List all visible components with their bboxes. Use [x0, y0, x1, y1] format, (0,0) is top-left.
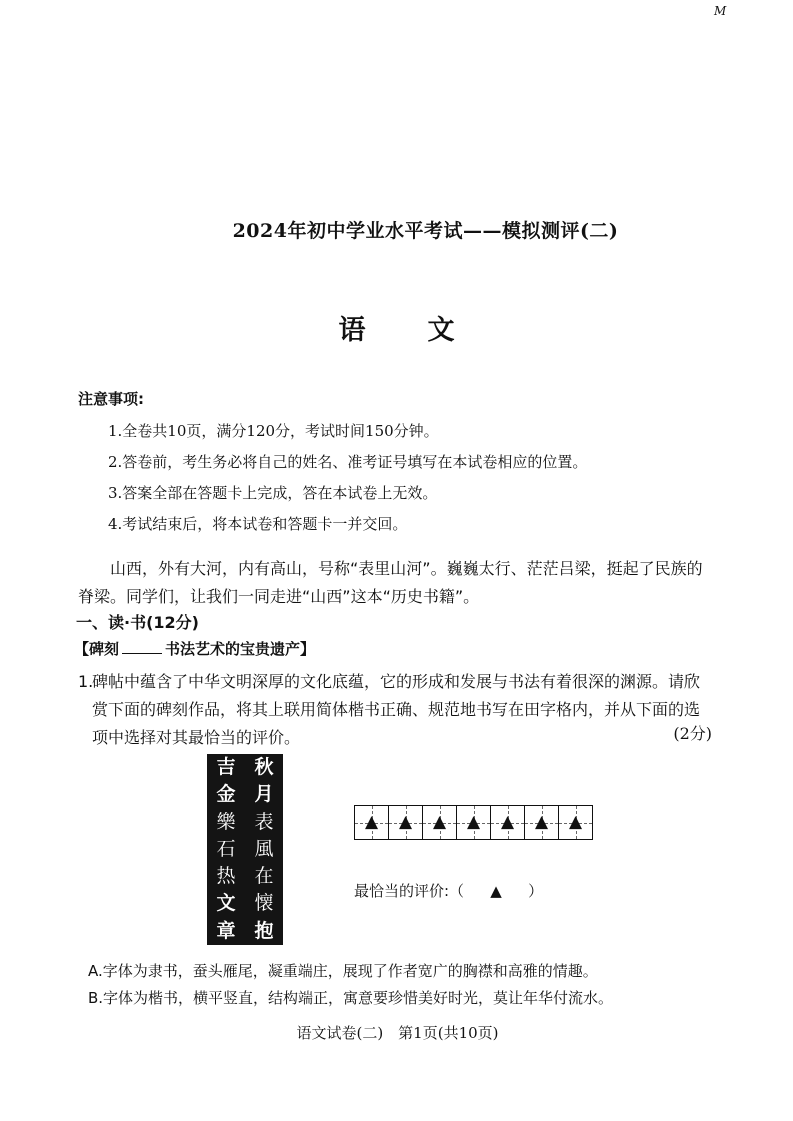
rubbing-char: 抱 — [254, 919, 274, 942]
best-evaluation-line — [354, 880, 543, 901]
grid-cell — [355, 806, 389, 839]
rubbing-char: 懐 — [254, 892, 274, 915]
rubbing-char: 樂 — [216, 810, 236, 833]
grid-cell — [559, 806, 592, 839]
rubbing-char: 月 — [254, 783, 274, 806]
grid-cell — [423, 806, 457, 839]
subject-title: 语文 — [338, 315, 517, 346]
triangle-mark: ▲ — [432, 812, 447, 832]
section-heading: 一、读·书(12分) — [76, 613, 199, 632]
rubbing-char: 热 — [216, 865, 236, 888]
notice-item: 2.答卷前，考生务必将自己的姓名、准考证号填写在本试卷相应的位置。 — [108, 453, 588, 471]
best-evaluation-answer: ▲ — [490, 882, 502, 900]
question-number: 1. — [78, 672, 94, 691]
option-b: B.字体为楷书，横平竖直，结构端正，寓意要珍惜美好时光，莫让年华付流水。 — [88, 989, 614, 1007]
question-score: (2分) — [673, 724, 712, 743]
corner-mark: M — [714, 4, 727, 18]
question-text: 碑帖中蕴含了中华文明深厚的文化底蕴，它的形成和发展与书法有着很深的渊源。请欣赏下面的碑刻作品，将其上联用简体楷书正确、规范地书写在田字格内，并从下面的选项中选择对其最恰当的评价。 — [92, 672, 701, 747]
notice-item: 1.全卷共10页，满分120分，考试时间150分钟。 — [108, 422, 439, 440]
triangle-mark: ▲ — [364, 812, 379, 832]
subheading-suffix: 书法艺术的宝贵遗产】 — [165, 640, 316, 658]
page-footer: 语文试卷(二) 第1页(共10页) — [296, 1024, 499, 1042]
grid-cell — [389, 806, 423, 839]
exam-title: 2024年初中学业水平考试——模拟测评(二) — [232, 220, 619, 242]
calligraphy-rubbing-image — [207, 754, 283, 945]
rubbing-left-column — [207, 754, 245, 945]
grid-cell — [525, 806, 559, 839]
rubbing-char: 表 — [254, 810, 274, 833]
subheading-prefix: 【碑刻 — [74, 640, 120, 658]
option-a: A.字体为隶书，蚕头雁尾，凝重端庄，展现了作者宽广的胸襟和高雅的情趣。 — [88, 962, 598, 980]
rubbing-right-column — [245, 754, 283, 945]
rubbing-char: 文 — [216, 892, 236, 915]
notice-item: 4.考试结束后，将本试卷和答题卡一并交回。 — [108, 515, 408, 533]
notice-list — [108, 420, 587, 544]
best-evaluation-close: ） — [528, 882, 544, 900]
section-subheading — [74, 638, 315, 659]
notice-item: 3.答案全部在答题卡上完成，答在本试卷上无效。 — [108, 484, 438, 502]
rubbing-char: 金 — [216, 783, 236, 806]
answer-options — [88, 958, 613, 1012]
tianzige-writing-grid — [354, 805, 593, 840]
rubbing-char: 吉 — [216, 756, 236, 778]
rubbing-char: 石 — [216, 837, 236, 860]
rubbing-char: 章 — [216, 919, 236, 942]
triangle-mark: ▲ — [398, 812, 413, 832]
notice-title: 注意事项: — [78, 390, 144, 408]
best-evaluation-label: 最恰当的评价:（ — [354, 882, 465, 900]
rubbing-char: 秋 — [254, 756, 274, 778]
fill-blank — [122, 639, 162, 654]
rubbing-char: 風 — [254, 837, 274, 860]
grid-cell — [491, 806, 525, 839]
triangle-mark: ▲ — [500, 812, 515, 832]
grid-cell — [457, 806, 491, 839]
intro-paragraph: 山西，外有大河，内有高山，号称“表里山河”。巍巍太行、茫茫吕梁，挺起了民族的脊梁。同学们，让我们一同走进“山西”这本“历史书籍”。 — [78, 559, 703, 606]
triangle-mark: ▲ — [534, 812, 549, 832]
triangle-mark: ▲ — [568, 812, 583, 832]
rubbing-char: 在 — [254, 865, 274, 888]
question-1 — [78, 668, 714, 752]
triangle-mark: ▲ — [466, 812, 481, 832]
